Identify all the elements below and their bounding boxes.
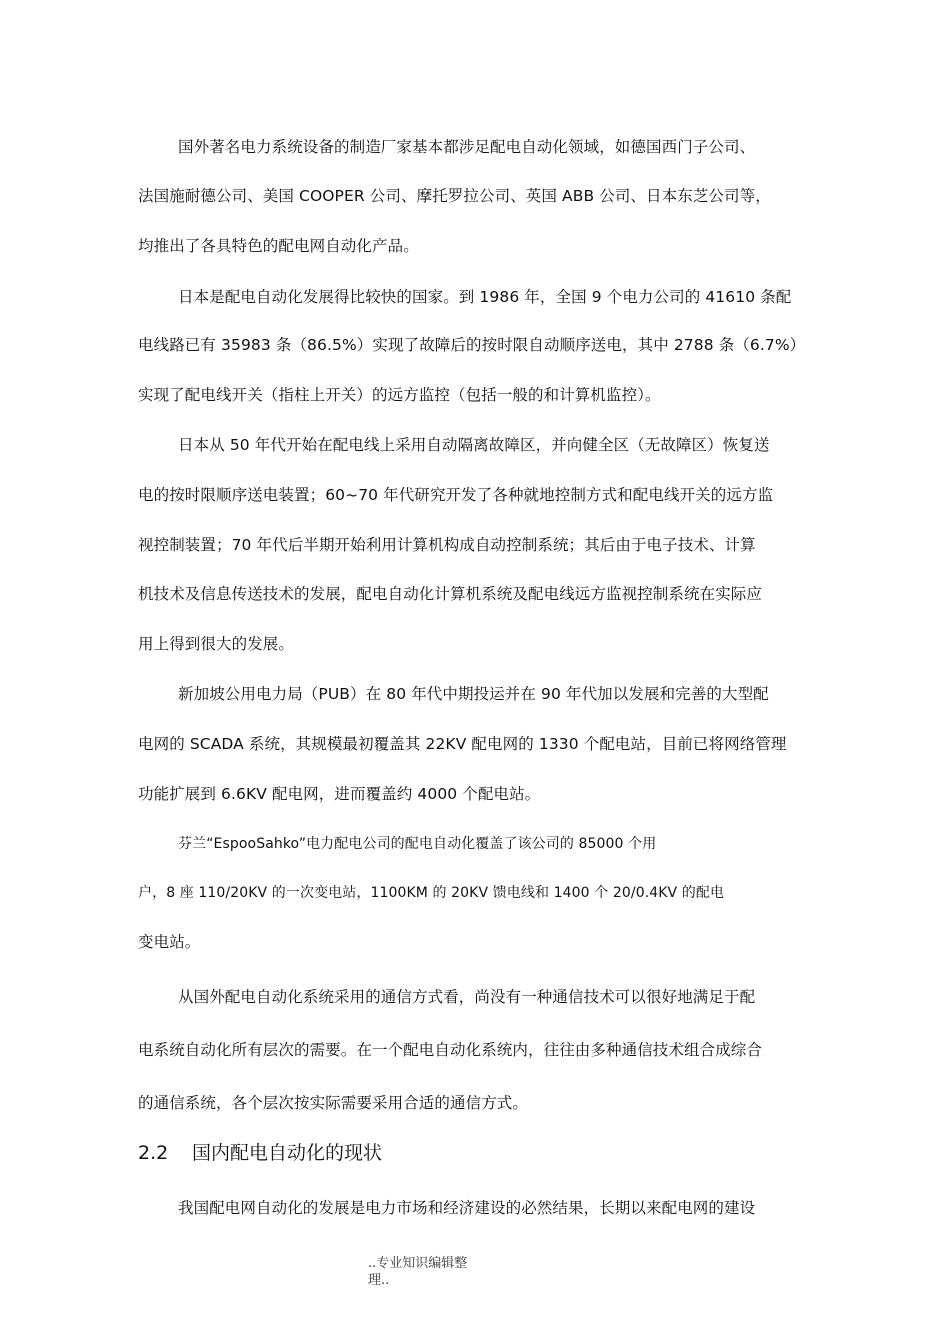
paragraph-3-line-2: 电的按时限顺序送电装置；60~70 年代研究开发了各种就地控制方式和配电线开关的远方监 xyxy=(138,486,774,504)
paragraph-3-line-1: 日本从 50 年代开始在配电线上采用自动隔离故障区，并向健全区（无故障区）恢复送 xyxy=(178,436,770,454)
footer-line-2: 理.. xyxy=(368,1273,390,1288)
paragraph-1-line-3: 均推出了各具特色的配电网自动化产品。 xyxy=(138,237,419,255)
paragraph-5-line-3: 变电站。 xyxy=(138,933,201,951)
paragraph-1-line-2: 法国施耐德公司、美国 COOPER 公司、摩托罗拉公司、英国 ABB 公司、日本东芝公司等， xyxy=(138,187,771,205)
paragraph-3-line-3: 视控制装置；70 年代后半期开始利用计算机构成自动控制系统；其后由于电子技术、计算 xyxy=(138,536,756,554)
paragraph-2-line-3: 实现了配电线开关（指柱上开关）的远方监控（包括一般的和计算机监控）。 xyxy=(138,386,661,404)
section-title: 国内配电自动化的现状 xyxy=(192,1142,383,1164)
paragraph-6-line-3: 的通信系统，各个层次按实际需要采用合适的通信方式。 xyxy=(138,1094,529,1112)
paragraph-3-line-4: 机技术及信息传送技术的发展，配电自动化计算机系统及配电线远方监视控制系统在实际应 xyxy=(138,585,763,603)
paragraph-6-line-2: 电系统自动化所有层次的需要。在一个配电自动化系统内，往往由多种通信技术组合成综合 xyxy=(138,1041,763,1059)
footer-line-1: ..专业知识编辑整 xyxy=(368,1256,468,1271)
paragraph-4-line-2: 电网的 SCADA 系统，其规模最初覆盖其 22KV 配电网的 1330 个配电站，目前已将网络管理 xyxy=(138,735,787,753)
paragraph-4-line-3: 功能扩展到 6.6KV 配电网，进而覆盖约 4000 个配电站。 xyxy=(138,785,541,803)
paragraph-1-line-1: 国外著名电力系统设备的制造厂家基本都涉足配电自动化领域，如德国西门子公司、 xyxy=(178,138,756,156)
section-heading xyxy=(138,1141,382,1165)
paragraph-3-line-5: 用上得到很大的发展。 xyxy=(138,635,295,653)
paragraph-7-line-1: 我国配电网自动化的发展是电力市场和经济建设的必然结果，长期以来配电网的建设 xyxy=(178,1199,756,1217)
paragraph-5-line-2: 户，8 座 110/20KV 的一次变电站，1100KM 的 20KV 馈电线和 1400 个 20/0.4KV 的配电 xyxy=(138,885,725,901)
paragraph-2-line-1: 日本是配电自动化发展得比较快的国家。到 1986 年，全国 9 个电力公司的 41610 条配 xyxy=(178,288,792,306)
section-number: 2.2 xyxy=(138,1142,169,1164)
paragraph-4-line-1: 新加坡公用电力局（PUB）在 80 年代中期投运并在 90 年代加以发展和完善的大型配 xyxy=(178,685,769,703)
paragraph-2-line-2: 电线路已有 35983 条（86.5%）实现了故障后的按时限自动顺序送电，其中 2788 条（6.7%） xyxy=(138,336,806,354)
paragraph-6-line-1: 从国外配电自动化系统采用的通信方式看，尚没有一种通信技术可以很好地满足于配 xyxy=(178,988,756,1006)
paragraph-5-line-1: 芬兰“EspooSahko”电力配电公司的配电自动化覆盖了该公司的 85000 个用 xyxy=(178,836,657,852)
